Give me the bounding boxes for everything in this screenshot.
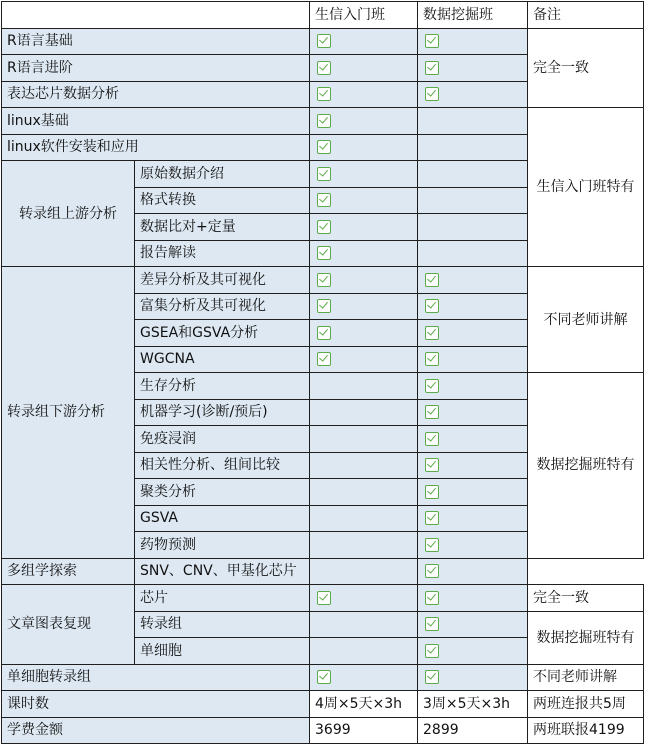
row-label: 聚类分析 <box>135 479 310 506</box>
course-comparison-table <box>1 1 644 744</box>
checkbox-checked-icon <box>317 273 331 287</box>
checkbox-checked-icon <box>425 670 439 684</box>
mining-check-cell <box>418 611 528 638</box>
checkbox-checked-icon <box>317 299 331 313</box>
note-cell: 数据挖掘班特有 <box>528 373 644 559</box>
group-label: 转录组上游分析 <box>2 161 135 267</box>
mining-check-cell <box>418 267 528 294</box>
row-label: 芯片 <box>135 585 310 612</box>
mining-check-cell <box>418 55 528 82</box>
row-label: 机器学习(诊断/预后) <box>135 399 310 426</box>
row-label: 格式转换 <box>135 187 310 214</box>
checkbox-checked-icon <box>425 458 439 472</box>
checkbox-checked-icon <box>425 61 439 75</box>
checkbox-checked-icon <box>317 670 331 684</box>
checkbox-checked-icon <box>425 644 439 658</box>
checkbox-checked-icon <box>317 140 331 154</box>
row-label: 生存分析 <box>135 373 310 400</box>
intro-check-cell <box>310 346 418 373</box>
checkbox-checked-icon <box>425 591 439 605</box>
checkbox-checked-icon <box>317 591 331 605</box>
row-label: 单细胞转录组 <box>2 664 310 691</box>
intro-check-cell <box>310 320 418 347</box>
intro-check-cell <box>310 558 418 585</box>
row-label: 药物预测 <box>135 532 310 559</box>
row-label: 免疫浸润 <box>135 426 310 453</box>
intro-check-cell <box>310 479 418 506</box>
checkbox-checked-icon <box>317 220 331 234</box>
row-label: SNV、CNV、甲基化芯片 <box>135 558 310 585</box>
row-label: 相关性分析、组间比较 <box>135 452 310 479</box>
intro-check-cell <box>310 664 418 691</box>
group-label: 多组学探索 <box>2 558 135 585</box>
row-label: 课时数 <box>2 691 310 718</box>
intro-check-cell <box>310 28 418 55</box>
checkbox-checked-icon <box>425 273 439 287</box>
row-label: R语言进阶 <box>2 55 310 82</box>
fee-mining-cell: 2899 <box>418 717 528 744</box>
intro-check-cell <box>310 108 418 135</box>
row-label: 单细胞 <box>135 638 310 665</box>
checkbox-checked-icon <box>425 485 439 499</box>
intro-check-cell <box>310 240 418 267</box>
mining-check-cell <box>418 426 528 453</box>
intro-check-cell <box>310 399 418 426</box>
row-label: 表达芯片数据分析 <box>2 81 310 108</box>
row-label: linux软件安装和应用 <box>2 134 310 161</box>
mining-check-cell <box>418 240 528 267</box>
group-label: 转录组下游分析 <box>2 267 135 559</box>
mining-check-cell <box>418 108 528 135</box>
note-cell: 两班联报4199 <box>528 717 644 744</box>
table-row <box>2 664 644 691</box>
mining-check-cell <box>418 373 528 400</box>
checkbox-checked-icon <box>425 379 439 393</box>
intro-check-cell <box>310 452 418 479</box>
checkbox-checked-icon <box>425 299 439 313</box>
row-label: 学费金额 <box>2 717 310 744</box>
mining-check-cell <box>418 532 528 559</box>
intro-check-cell <box>310 293 418 320</box>
checkbox-checked-icon <box>317 193 331 207</box>
hours-mining-cell: 3周×5天×3h <box>418 691 528 718</box>
note-cell: 两班连报共5周 <box>528 691 644 718</box>
checkbox-checked-icon <box>317 87 331 101</box>
intro-check-cell <box>310 373 418 400</box>
checkbox-checked-icon <box>317 352 331 366</box>
mining-check-cell <box>418 479 528 506</box>
intro-check-cell <box>310 267 418 294</box>
checkbox-checked-icon <box>317 167 331 181</box>
row-label: GSVA <box>135 505 310 532</box>
fee-intro-cell: 3699 <box>310 717 418 744</box>
row-label: 转录组 <box>135 611 310 638</box>
hours-intro-cell: 4周×5天×3h <box>310 691 418 718</box>
table-row <box>2 267 644 294</box>
header-mining-class: 数据挖掘班 <box>418 2 528 29</box>
row-label: 数据比对+定量 <box>135 214 310 241</box>
mining-check-cell <box>418 664 528 691</box>
checkbox-checked-icon <box>317 246 331 260</box>
header-empty-cell <box>2 2 310 29</box>
intro-check-cell <box>310 426 418 453</box>
header-row <box>2 2 644 29</box>
intro-check-cell <box>310 505 418 532</box>
intro-check-cell <box>310 81 418 108</box>
checkbox-checked-icon <box>317 326 331 340</box>
mining-check-cell <box>418 638 528 665</box>
intro-check-cell <box>310 611 418 638</box>
group-label: 文章图表复现 <box>2 585 135 665</box>
mining-check-cell <box>418 320 528 347</box>
checkbox-checked-icon <box>425 432 439 446</box>
checkbox-checked-icon <box>425 326 439 340</box>
header-intro-class: 生信入门班 <box>310 2 418 29</box>
checkbox-checked-icon <box>317 114 331 128</box>
row-label: WGCNA <box>135 346 310 373</box>
intro-check-cell <box>310 161 418 188</box>
row-label: 差异分析及其可视化 <box>135 267 310 294</box>
mining-check-cell <box>418 134 528 161</box>
note-cell: 不同老师讲解 <box>528 267 644 373</box>
intro-check-cell <box>310 214 418 241</box>
intro-check-cell <box>310 134 418 161</box>
mining-check-cell <box>418 81 528 108</box>
row-label: linux基础 <box>2 108 310 135</box>
row-label: R语言基础 <box>2 28 310 55</box>
note-cell: 完全一致 <box>528 28 644 108</box>
checkbox-checked-icon <box>425 564 439 578</box>
table-row <box>2 558 644 585</box>
mining-check-cell <box>418 346 528 373</box>
row-label: GSEA和GSVA分析 <box>135 320 310 347</box>
table-row <box>2 717 644 744</box>
checkbox-checked-icon <box>317 34 331 48</box>
checkbox-checked-icon <box>317 61 331 75</box>
checkbox-checked-icon <box>425 352 439 366</box>
checkbox-checked-icon <box>425 34 439 48</box>
mining-check-cell <box>418 452 528 479</box>
mining-check-cell <box>418 293 528 320</box>
mining-check-cell <box>418 585 528 612</box>
note-cell: 完全一致 <box>528 585 644 612</box>
table-row <box>2 691 644 718</box>
table-row <box>2 108 644 135</box>
header-notes: 备注 <box>528 2 644 29</box>
intro-check-cell <box>310 187 418 214</box>
intro-check-cell <box>310 532 418 559</box>
checkbox-checked-icon <box>425 511 439 525</box>
checkbox-checked-icon <box>425 617 439 631</box>
row-label: 富集分析及其可视化 <box>135 293 310 320</box>
note-cell: 不同老师讲解 <box>528 664 644 691</box>
mining-check-cell <box>418 187 528 214</box>
intro-check-cell <box>310 638 418 665</box>
checkbox-checked-icon <box>425 405 439 419</box>
checkbox-checked-icon <box>425 538 439 552</box>
intro-check-cell <box>310 585 418 612</box>
mining-check-cell <box>418 161 528 188</box>
row-label: 原始数据介绍 <box>135 161 310 188</box>
checkbox-checked-icon <box>425 87 439 101</box>
mining-check-cell <box>418 399 528 426</box>
row-label: 报告解读 <box>135 240 310 267</box>
intro-check-cell <box>310 55 418 82</box>
mining-check-cell <box>418 28 528 55</box>
note-cell: 数据挖掘班特有 <box>528 611 644 664</box>
note-cell: 生信入门班特有 <box>528 108 644 267</box>
table-row <box>2 28 644 55</box>
mining-check-cell <box>418 505 528 532</box>
mining-check-cell <box>418 558 528 585</box>
mining-check-cell <box>418 214 528 241</box>
table-row <box>2 585 644 612</box>
